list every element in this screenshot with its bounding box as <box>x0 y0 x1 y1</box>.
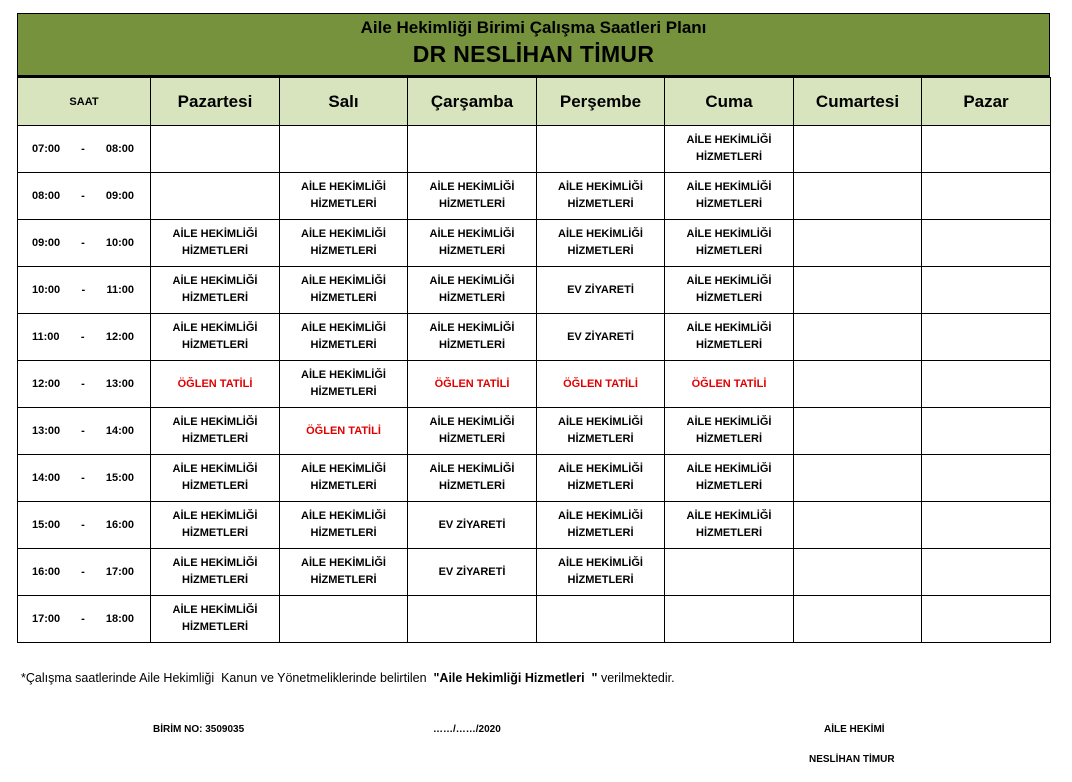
service-label-line2: HİZMETLERİ <box>310 386 377 398</box>
time-range <box>18 423 150 440</box>
cell-sali <box>280 220 408 267</box>
home-visit-label: EV ZİYARETİ <box>567 283 634 296</box>
service-label-line2: HİZMETLERİ <box>310 574 377 586</box>
cell-cuma <box>665 549 794 596</box>
service-label-line2: HİZMETLERİ <box>182 574 248 586</box>
cell-carsamba <box>408 596 537 643</box>
service-label-line2: HİZMETLERİ <box>567 245 634 257</box>
cell-cuma <box>665 455 794 502</box>
service-label-line2: HİZMETLERİ <box>567 433 634 445</box>
service-label-line2: HİZMETLERİ <box>182 480 248 492</box>
service-label-line2: HİZMETLERİ <box>182 433 248 445</box>
time-end: 15:00 <box>105 471 134 484</box>
time-range <box>18 282 150 299</box>
service-label-line1: AİLE HEKİMLİĞİ <box>686 463 772 475</box>
service-label-line1: AİLE HEKİMLİĞİ <box>301 275 386 287</box>
home-visit-label: EV ZİYARETİ <box>438 518 506 531</box>
home-visit-label: EV ZİYARETİ <box>567 330 634 343</box>
cell-cuma <box>665 502 794 549</box>
service-label-line1: AİLE HEKİMLİĞİ <box>172 228 258 240</box>
cell-sali <box>280 361 408 408</box>
cell-pazartesi <box>151 455 280 502</box>
table-row <box>18 596 1051 643</box>
service-label-line1: AİLE HEKİMLİĞİ <box>301 557 386 569</box>
cell-pazartesi <box>151 502 280 549</box>
service-label-line1: AİLE HEKİMLİĞİ <box>429 416 515 428</box>
col-header-saat: SAAT <box>18 78 151 126</box>
cell-cumartesi <box>794 361 922 408</box>
col-header-pazartesi: Pazartesi <box>151 78 280 126</box>
lunch-break-label: ÖĞLEN TATİLİ <box>177 377 253 390</box>
col-header-persembe: Perşembe <box>537 78 665 126</box>
cell-cumartesi <box>794 596 922 643</box>
lunch-break-label: ÖĞLEN TATİLİ <box>306 424 381 437</box>
time-cell <box>18 408 151 455</box>
cell-carsamba <box>408 455 537 502</box>
service-label-line1: AİLE HEKİMLİĞİ <box>301 369 386 381</box>
time-range <box>18 329 150 346</box>
cell-pazar <box>922 455 1051 502</box>
cell-cumartesi <box>794 314 922 361</box>
cell-cumartesi <box>794 126 922 173</box>
time-start: 15:00 <box>32 518 61 531</box>
service-label-line1: AİLE HEKİMLİĞİ <box>429 463 515 475</box>
time-dash: - <box>80 330 85 343</box>
service-label-line2: HİZMETLERİ <box>182 292 248 304</box>
cell-carsamba <box>408 502 537 549</box>
cell-sali <box>280 267 408 314</box>
service-label-line2: HİZMETLERİ <box>696 527 762 539</box>
service-label-line1: AİLE HEKİMLİĞİ <box>301 181 386 193</box>
cell-carsamba <box>408 220 537 267</box>
service-label-line2: HİZMETLERİ <box>182 527 248 539</box>
cell-pazar <box>922 361 1051 408</box>
col-header-cumartesi: Cumartesi <box>794 78 922 126</box>
service-label-line2: HİZMETLERİ <box>439 433 505 445</box>
schedule-sheet <box>17 13 1050 643</box>
service-label-line1: AİLE HEKİMLİĞİ <box>558 557 643 569</box>
cell-carsamba <box>408 126 537 173</box>
cell-pazar <box>922 220 1051 267</box>
time-start: 13:00 <box>32 424 61 437</box>
footer-note-suffix: verilmektedir. <box>597 671 675 685</box>
time-cell <box>18 173 151 220</box>
time-dash: - <box>81 189 85 202</box>
service-label-line1: AİLE HEKİMLİĞİ <box>686 322 772 334</box>
service-label-line1: AİLE HEKİMLİĞİ <box>429 322 515 334</box>
cell-sali <box>280 173 408 220</box>
service-label-line2: HİZMETLERİ <box>310 245 377 257</box>
table-row <box>18 408 1051 455</box>
time-start: 11:00 <box>32 330 60 343</box>
cell-pazar <box>922 408 1051 455</box>
time-cell <box>18 267 151 314</box>
home-visit-label: EV ZİYARETİ <box>438 565 506 578</box>
time-range <box>18 470 150 487</box>
cell-cuma <box>665 596 794 643</box>
service-label-line1: AİLE HEKİMLİĞİ <box>301 228 386 240</box>
time-cell <box>18 314 151 361</box>
service-label-line2: HİZMETLERİ <box>696 292 762 304</box>
service-label-line1: AİLE HEKİMLİĞİ <box>301 463 386 475</box>
time-start: 09:00 <box>32 236 61 249</box>
lunch-break-label: ÖĞLEN TATİLİ <box>691 377 767 390</box>
col-header-pazar: Pazar <box>922 78 1051 126</box>
cell-cumartesi <box>794 455 922 502</box>
service-label-line2: HİZMETLERİ <box>567 480 634 492</box>
cell-carsamba <box>408 173 537 220</box>
cell-persembe <box>537 361 665 408</box>
schedule-table <box>17 77 1051 643</box>
time-range <box>18 517 150 534</box>
time-dash: - <box>81 236 85 249</box>
time-cell <box>18 549 151 596</box>
table-row <box>18 314 1051 361</box>
cell-sali <box>280 126 408 173</box>
cell-persembe <box>537 596 665 643</box>
service-label-line1: AİLE HEKİMLİĞİ <box>429 275 515 287</box>
cell-pazartesi <box>151 596 280 643</box>
service-label-line1: AİLE HEKİMLİĞİ <box>686 228 772 240</box>
service-label-line2: HİZMETLERİ <box>439 339 505 351</box>
time-cell <box>18 220 151 267</box>
cell-persembe <box>537 549 665 596</box>
service-label-line1: AİLE HEKİMLİĞİ <box>172 604 258 616</box>
service-label-line2: HİZMETLERİ <box>182 245 248 257</box>
time-start: 12:00 <box>32 377 61 390</box>
service-label-line2: HİZMETLERİ <box>439 292 505 304</box>
time-cell <box>18 596 151 643</box>
cell-persembe <box>537 126 665 173</box>
table-row <box>18 502 1051 549</box>
service-label-line1: AİLE HEKİMLİĞİ <box>429 181 515 193</box>
cell-pazar <box>922 173 1051 220</box>
cell-sali <box>280 455 408 502</box>
lunch-break-label: ÖĞLEN TATİLİ <box>563 377 638 390</box>
table-row <box>18 361 1051 408</box>
cell-pazar <box>922 549 1051 596</box>
time-dash: - <box>81 612 85 625</box>
service-label-line2: HİZMETLERİ <box>696 339 762 351</box>
cell-cumartesi <box>794 408 922 455</box>
date-field: ……/……/2020 <box>433 724 501 735</box>
cell-sali <box>280 596 408 643</box>
cell-persembe <box>537 502 665 549</box>
service-label-line1: AİLE HEKİMLİĞİ <box>172 416 258 428</box>
service-label-line2: HİZMETLERİ <box>310 480 377 492</box>
service-label-line2: HİZMETLERİ <box>439 198 505 210</box>
time-dash: - <box>81 377 85 390</box>
cell-pazartesi <box>151 549 280 596</box>
service-label-line1: AİLE HEKİMLİĞİ <box>686 134 772 146</box>
col-header-cuma: Cuma <box>665 78 794 126</box>
cell-cuma <box>665 126 794 173</box>
time-dash: - <box>81 283 86 296</box>
page-title: Aile Hekimliği Birimi Çalışma Saatleri Planı <box>360 18 707 37</box>
time-range <box>18 376 150 393</box>
cell-carsamba <box>408 361 537 408</box>
service-label-line1: AİLE HEKİMLİĞİ <box>558 510 643 522</box>
cell-pazartesi <box>151 361 280 408</box>
cell-sali <box>280 502 408 549</box>
cell-cuma <box>665 314 794 361</box>
service-label-line1: AİLE HEKİMLİĞİ <box>558 416 643 428</box>
time-range <box>18 188 150 205</box>
footer-note <box>21 671 675 685</box>
cell-pazar <box>922 126 1051 173</box>
service-label-line1: AİLE HEKİMLİĞİ <box>686 510 772 522</box>
service-label-line1: AİLE HEKİMLİĞİ <box>558 181 643 193</box>
cell-sali <box>280 314 408 361</box>
cell-persembe <box>537 220 665 267</box>
cell-cuma <box>665 361 794 408</box>
time-end: 14:00 <box>105 424 134 437</box>
cell-persembe <box>537 455 665 502</box>
table-row <box>18 220 1051 267</box>
service-label-line1: AİLE HEKİMLİĞİ <box>686 275 772 287</box>
time-cell <box>18 455 151 502</box>
title-band <box>17 13 1050 77</box>
cell-persembe <box>537 314 665 361</box>
time-end: 18:00 <box>105 612 134 625</box>
signer-name: NESLİHAN TİMUR <box>809 754 895 765</box>
service-label-line2: HİZMETLERİ <box>182 339 248 351</box>
service-label-line1: AİLE HEKİMLİĞİ <box>172 463 258 475</box>
service-label-line1: AİLE HEKİMLİĞİ <box>686 416 772 428</box>
service-label-line1: AİLE HEKİMLİĞİ <box>301 510 386 522</box>
cell-pazartesi <box>151 267 280 314</box>
service-label-line2: HİZMETLERİ <box>310 292 377 304</box>
cell-cuma <box>665 220 794 267</box>
signer-title: AİLE HEKİMİ <box>824 724 885 735</box>
cell-pazartesi <box>151 126 280 173</box>
cell-cumartesi <box>794 267 922 314</box>
time-cell <box>18 502 151 549</box>
service-label-line2: HİZMETLERİ <box>567 198 634 210</box>
cell-carsamba <box>408 267 537 314</box>
cell-pazartesi <box>151 408 280 455</box>
cell-pazartesi <box>151 220 280 267</box>
time-start: 10:00 <box>32 283 61 296</box>
table-row <box>18 267 1051 314</box>
cell-carsamba <box>408 408 537 455</box>
table-row <box>18 173 1051 220</box>
footer-note-bold: "Aile Hekimliği Hizmetleri " <box>433 671 598 685</box>
cell-cumartesi <box>794 220 922 267</box>
service-label-line2: HİZMETLERİ <box>439 480 505 492</box>
time-dash: - <box>81 424 85 437</box>
service-label-line2: HİZMETLERİ <box>310 339 377 351</box>
service-label-line1: AİLE HEKİMLİĞİ <box>172 275 258 287</box>
col-header-sali: Salı <box>280 78 408 126</box>
cell-pazartesi <box>151 314 280 361</box>
col-header-carsamba: Çarşamba <box>408 78 537 126</box>
cell-cumartesi <box>794 173 922 220</box>
cell-pazar <box>922 267 1051 314</box>
table-row <box>18 455 1051 502</box>
cell-pazar <box>922 596 1051 643</box>
cell-cuma <box>665 173 794 220</box>
time-start: 17:00 <box>32 612 61 625</box>
schedule-body <box>18 126 1051 643</box>
service-label-line1: AİLE HEKİMLİĞİ <box>301 322 386 334</box>
time-end: 08:00 <box>105 142 134 155</box>
cell-sali <box>280 549 408 596</box>
time-range <box>18 564 150 581</box>
service-label-line1: AİLE HEKİMLİĞİ <box>429 228 515 240</box>
time-start: 16:00 <box>32 565 61 578</box>
time-end: 10:00 <box>105 236 134 249</box>
time-cell <box>18 126 151 173</box>
service-label-line1: AİLE HEKİMLİĞİ <box>172 322 258 334</box>
time-dash: - <box>81 142 85 155</box>
time-end: 12:00 <box>105 330 134 343</box>
cell-persembe <box>537 173 665 220</box>
time-start: 07:00 <box>32 142 61 155</box>
service-label-line2: HİZMETLERİ <box>567 527 634 539</box>
cell-pazartesi <box>151 173 280 220</box>
cell-cumartesi <box>794 502 922 549</box>
time-end: 16:00 <box>105 518 134 531</box>
footer-note-prefix: *Çalışma saatlerinde Aile Hekimliği Kanun ve Yönetmeliklerinde belirtilen <box>21 671 434 685</box>
cell-cuma <box>665 408 794 455</box>
time-start: 08:00 <box>32 189 61 202</box>
time-dash: - <box>81 518 85 531</box>
cell-pazar <box>922 502 1051 549</box>
service-label-line2: HİZMETLERİ <box>310 198 377 210</box>
service-label-line1: AİLE HEKİMLİĞİ <box>558 228 643 240</box>
unit-number: BİRİM NO: 3509035 <box>153 724 245 735</box>
cell-cumartesi <box>794 549 922 596</box>
lunch-break-label: ÖĞLEN TATİLİ <box>434 377 510 390</box>
cell-persembe <box>537 267 665 314</box>
service-label-line2: HİZMETLERİ <box>696 480 762 492</box>
time-dash: - <box>81 565 85 578</box>
doctor-name: DR NESLİHAN TİMUR <box>412 41 655 67</box>
service-label-line1: AİLE HEKİMLİĞİ <box>558 463 643 475</box>
service-label-line2: HİZMETLERİ <box>439 245 505 257</box>
service-label-line2: HİZMETLERİ <box>696 245 762 257</box>
service-label-line2: HİZMETLERİ <box>696 198 762 210</box>
time-range <box>18 141 150 158</box>
cell-pazar <box>922 314 1051 361</box>
cell-cuma <box>665 267 794 314</box>
service-label-line1: AİLE HEKİMLİĞİ <box>172 510 258 522</box>
time-start: 14:00 <box>32 471 61 484</box>
column-header-row <box>18 78 1051 126</box>
service-label-line1: AİLE HEKİMLİĞİ <box>172 557 258 569</box>
service-label-line2: HİZMETLERİ <box>310 527 377 539</box>
service-label-line2: HİZMETLERİ <box>567 574 634 586</box>
time-end: 13:00 <box>105 377 134 390</box>
service-label-line1: AİLE HEKİMLİĞİ <box>686 181 772 193</box>
time-range <box>18 235 150 252</box>
time-cell <box>18 361 151 408</box>
time-end: 09:00 <box>105 189 134 202</box>
time-end: 11:00 <box>106 283 134 296</box>
time-end: 17:00 <box>105 565 134 578</box>
cell-persembe <box>537 408 665 455</box>
table-row <box>18 549 1051 596</box>
table-row <box>18 126 1051 173</box>
service-label-line2: HİZMETLERİ <box>696 151 762 163</box>
time-dash: - <box>81 471 85 484</box>
cell-carsamba <box>408 314 537 361</box>
service-label-line2: HİZMETLERİ <box>696 433 762 445</box>
time-range <box>18 611 150 628</box>
cell-sali <box>280 408 408 455</box>
cell-carsamba <box>408 549 537 596</box>
service-label-line2: HİZMETLERİ <box>182 621 248 633</box>
